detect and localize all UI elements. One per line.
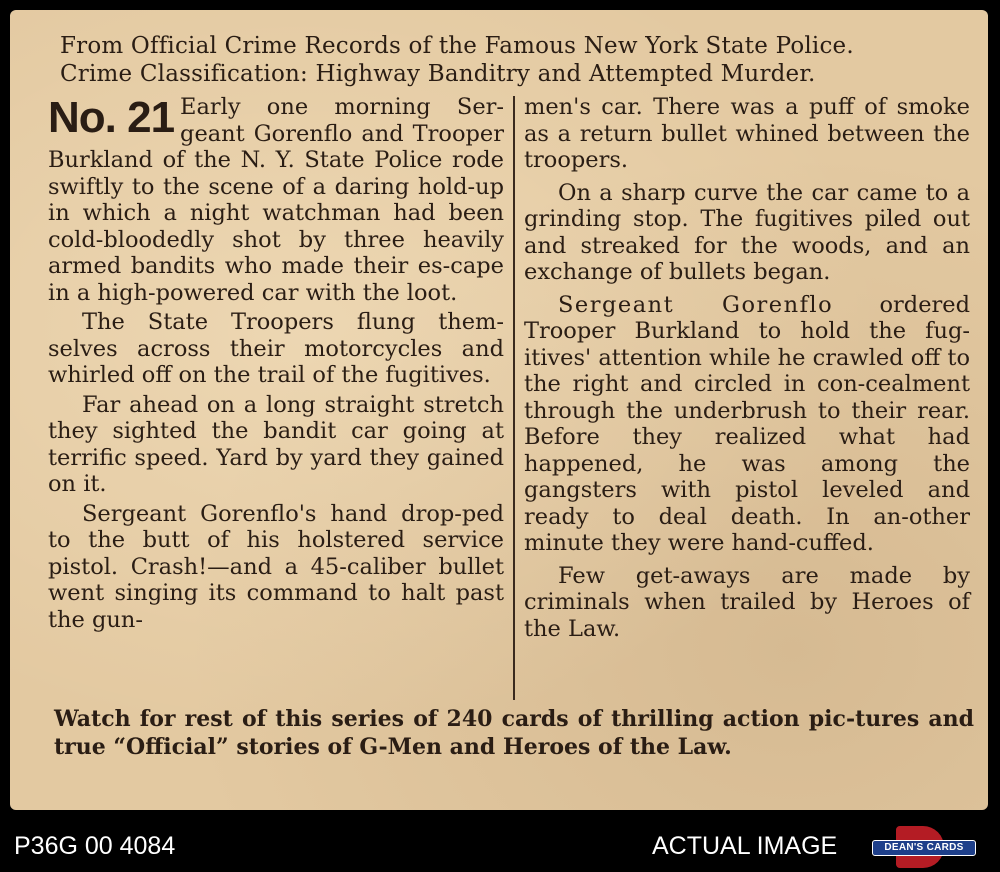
story-paragraph-rest: ordered Trooper Burkland to hold the fug-itives' attention while he crawled off to the right and circled in con-cealment through the underbrush to their rear. Before they realized what had happened, he was among the gangsters with pistol leveled and ready to deal death. In an-other minute they were hand-cuffed. — [524, 291, 971, 556]
header-classification-line: Crime Classification: Highway Banditry and Attempted Murder. — [60, 61, 816, 87]
story-paragraph: Sergeant Gorenflo's hand drop-ped to the butt of his holstered service pistol. Crash!—and a 45-caliber bullet went singing its command to halt past the gun- — [48, 500, 504, 633]
story-lead-start: Early one morning Ser- — [180, 94, 504, 120]
series-footer: Watch for rest of this series of 240 cards of thrilling action pic-tures and true “Official” stories of G-Men and Heroes of the Law. — [54, 706, 974, 760]
column-divider — [513, 96, 515, 700]
story-paragraph: Far ahead on a long straight stretch they sighted the bandit car going at terrific speed. Yard by yard they gained on it. — [48, 391, 504, 497]
card-header — [60, 32, 970, 88]
story-paragraph: men's car. There was a puff of smoke as a return bullet whined between the troopers. — [524, 94, 970, 173]
story-name-emphasis: Sergeant Gorenflo — [558, 291, 834, 318]
card-number: No. 21 — [48, 93, 175, 142]
logo-text: DEAN'S CARDS — [872, 840, 976, 856]
header-source-line: From Official Crime Records of the Famous New York State Police. — [60, 33, 854, 59]
story-right-column — [524, 94, 970, 642]
story-lead-rest: geant Gorenflo and Trooper Burkland of the N. Y. State Police rode swiftly to the scene of a daring hold-up in which a night watchman had been cold-bloodedly shot by three heavily armed bandits who made their es-cape in a high-powered car with the loot. — [48, 120, 504, 306]
deans-cards-logo — [872, 826, 976, 868]
cert-number: P36G 00 4084 — [14, 832, 176, 860]
actual-image-label: ACTUAL IMAGE — [652, 832, 838, 860]
story-paragraph: The State Troopers flung them-selves across their motorcycles and whirled off on the trail of the fugitives. — [48, 309, 504, 388]
story-paragraph — [48, 94, 504, 306]
story-paragraph: On a sharp curve the car came to a grinding stop. The fugitives piled out and streaked for the woods, and an exchange of bullets began. — [524, 179, 970, 285]
card-back — [10, 10, 988, 810]
story-paragraph — [524, 292, 970, 557]
story-left-column — [48, 94, 504, 633]
story-paragraph: Few get-aways are made by criminals when trailed by Heroes of the Law. — [524, 562, 970, 642]
